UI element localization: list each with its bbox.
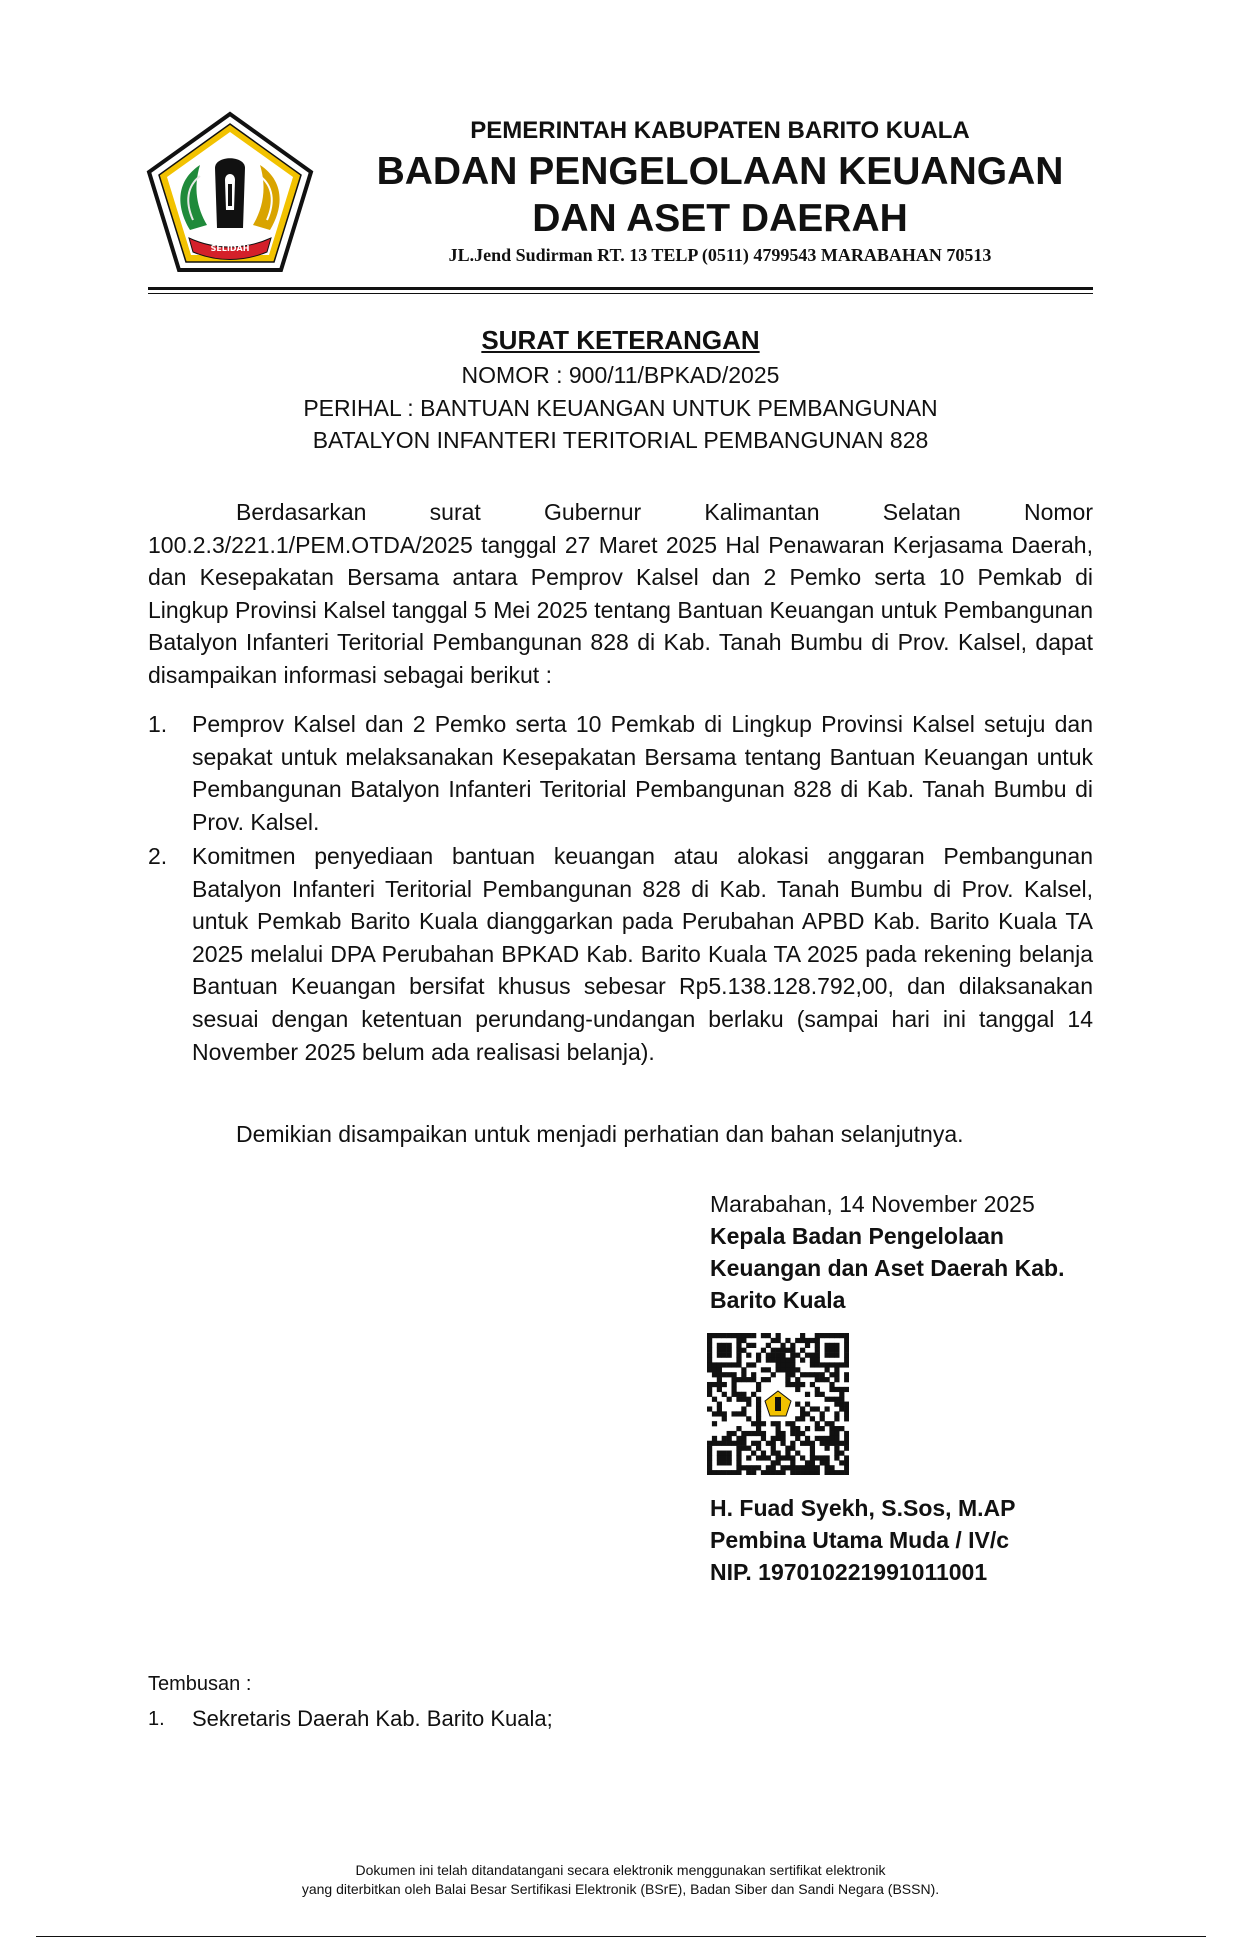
footer-divider <box>36 1936 1206 1937</box>
list-item-text: Pemprov Kalsel dan 2 Pemko serta 10 Pemkab di Lingkup Provinsi Kalsel setuju dan sepakat untuk melaksanakan Kesepakatan Bersama tentang Bantuan Keuangan untuk Pembangunan Batalyon Infanteri Teritorial Pembangunan 828 di Kab. Tanah Bumbu di Prov. Kalsel. <box>192 711 1093 835</box>
e-signature-notice-line2: yang diterbitkan oleh Balai Besar Sertifikasi Elektronik (BSrE), Badan Siber dan Sandi Negara (BSSN). <box>301 1881 940 1897</box>
copies-label: Tembusan : <box>148 1673 252 1695</box>
government-name: PEMERINTAH KABUPATEN BARITO KUALA <box>470 117 970 144</box>
agency-name-line1: BADAN PENGELOLAAN KEUANGAN <box>376 150 1064 193</box>
signer-position-line1: Kepala Badan Pengelolaan <box>710 1223 1004 1249</box>
letterhead-divider-thin <box>148 293 1093 294</box>
agency-name-line2: DAN ASET DAERAH <box>532 197 908 240</box>
regency-emblem-logo <box>145 110 315 275</box>
letter-number: NOMOR : 900/11/BPKAD/2025 <box>461 362 780 388</box>
letterhead-divider-thick <box>148 287 1093 290</box>
agency-name <box>320 148 1120 242</box>
list-item-text: Komitmen penyediaan bantuan keuangan atau alokasi anggaran Pembangunan Batalyon Infanteri Teritorial Pembangunan 828 di Kab. Tanah Bumbu di Prov. Kalsel, untuk Pemkab Barito Kuala dianggarkan pada Perubahan APBD Kab. Barito Kuala TA 2025 melalui DPA Perubahan BPKAD Kab. Barito Kuala TA 2025 pada rekening belanja Bantuan Keuangan bersifat khusus sebesar Rp5.138.128.792,00, dan dilaksanakan sesuai dengan ketentuan perundang-undangan berlaku (sampai hari ini tanggal 14 November 2025 belum ada realisasi belanja). <box>192 843 1093 1065</box>
signer-position-line2: Keuangan dan Aset Daerah Kab. <box>710 1255 1065 1281</box>
intro-paragraph: Berdasarkan surat Gubernur Kalimantan Selatan Nomor 100.2.3/221.1/PEM.OTDA/2025 tanggal 27 Maret 2025 Hal Penawaran Kerjasama Daerah, dan Kesepakatan Bersama antara Pemprov Kalsel dan 2 Pemko serta 10 Pemkab di Lingkup Provinsi Kalsel tanggal 5 Mei 2025 tentang Bantuan Keuangan untuk Pembangunan Batalyon Infanteri Teritorial Pembangunan 828 di Kab. Tanah Bumbu di Prov. Kalsel, dapat disampaikan informasi sebagai berikut : <box>148 499 1093 688</box>
place-date: Marabahan, 14 November 2025 <box>710 1191 1035 1217</box>
closing-paragraph: Demikian disampaikan untuk menjadi perhatian dan bahan selanjutnya. <box>236 1121 964 1147</box>
copies-item-number: 1. <box>148 1708 165 1730</box>
signature-qr-code <box>707 1333 849 1475</box>
list-item-number: 1. <box>148 711 168 737</box>
signer-position-line3: Barito Kuala <box>710 1287 846 1313</box>
signer-nip: NIP. 197010221991011001 <box>710 1559 988 1585</box>
e-signature-notice-line1: Dokumen ini telah ditandatangani secara elektronik menggunakan sertifikat elektronik <box>355 1862 886 1878</box>
signer-name: H. Fuad Syekh, S.Sos, M.AP <box>710 1495 1016 1521</box>
signer-rank: Pembina Utama Muda / IV/c <box>710 1527 1010 1553</box>
svg-text:SELIDAH: SELIDAH <box>210 244 250 253</box>
copies-item-text: Sekretaris Daerah Kab. Barito Kuala; <box>192 1706 553 1731</box>
letter-title: SURAT KETERANGAN <box>481 325 760 355</box>
list-item-number: 2. <box>148 843 168 869</box>
letter-subject-line1: PERIHAL : BANTUAN KEUANGAN UNTUK PEMBANGUNAN <box>303 395 938 421</box>
letter-subject-line2: BATALYON INFANTERI TERITORIAL PEMBANGUNAN 828 <box>312 427 929 453</box>
agency-address: JL.Jend Sudirman RT. 13 TELP (0511) 4799543 MARABAHAN 70513 <box>448 245 992 265</box>
